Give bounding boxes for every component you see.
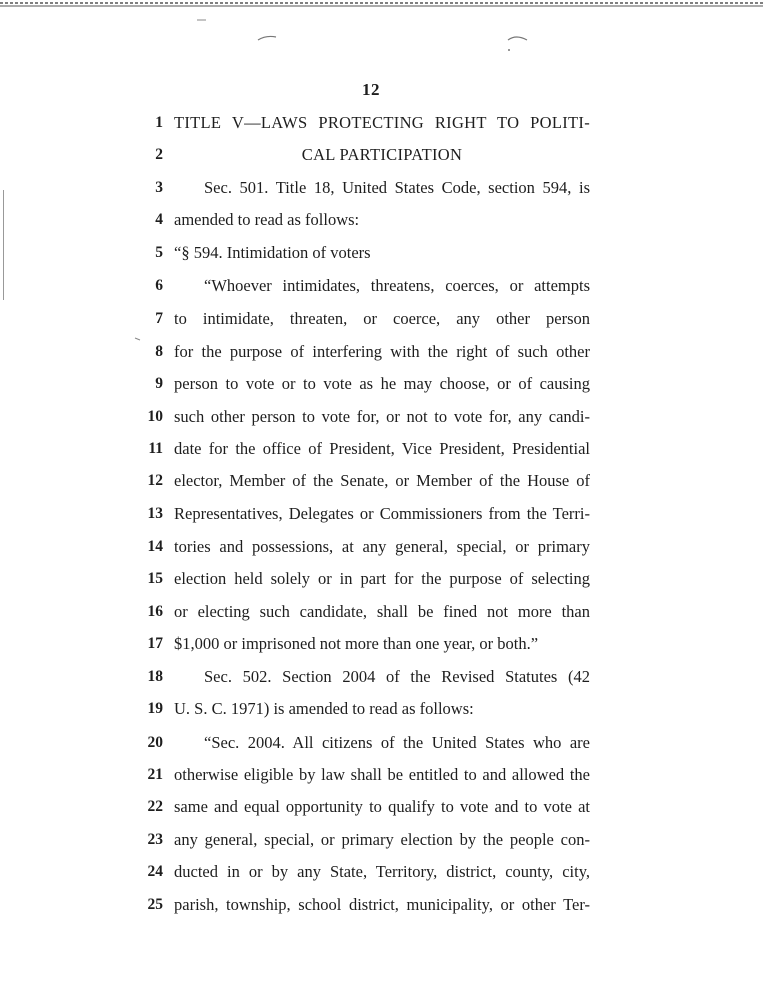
bill-line (0, 469, 763, 493)
bill-line (0, 274, 763, 298)
bill-line (0, 241, 763, 265)
line-text: or electing such candidate, shall be fined not more than (174, 602, 590, 621)
bill-line (0, 111, 763, 135)
bill-line (0, 437, 763, 461)
line-number: 1 (155, 114, 163, 131)
line-text: Sec. 502. Section 2004 of the Revised Statutes (42 (204, 667, 590, 686)
line-text: otherwise eligible by law shall be entitled to and allowed the (174, 765, 590, 784)
line-number: 6 (155, 277, 163, 294)
line-number: 20 (147, 734, 163, 751)
bill-line (0, 665, 763, 689)
bill-line (0, 567, 763, 591)
line-number: 14 (147, 538, 163, 555)
bill-line (0, 600, 763, 624)
line-text: “Sec. 2004. All citizens of the United States who are (204, 733, 590, 752)
line-number: 9 (155, 375, 163, 392)
title-heading-continued: CAL PARTICIPATION (301, 145, 463, 164)
bill-line (0, 340, 763, 364)
line-number: 24 (147, 863, 163, 880)
line-number: 21 (147, 766, 163, 783)
line-text: elector, Member of the Senate, or Member of the House of (174, 471, 590, 490)
bill-line (0, 535, 763, 559)
line-text: tories and possessions, at any general, special, or primary (174, 537, 590, 556)
line-number: 2 (155, 146, 163, 163)
bill-line (0, 893, 763, 917)
line-text: for the purpose of interfering with the right of such other (174, 342, 590, 361)
line-number: 4 (155, 211, 163, 228)
line-text: such other person to vote for, or not to vote for, any candi- (174, 407, 590, 426)
line-number: 5 (155, 244, 163, 261)
line-number: 7 (155, 310, 163, 327)
line-text: U. S. C. 1971) is amended to read as follows: (174, 699, 474, 718)
line-text: $1,000 or imprisoned not more than one year, or both.” (174, 634, 539, 653)
line-number: 18 (147, 668, 163, 685)
bill-line (0, 143, 763, 167)
bill-line (0, 372, 763, 396)
line-text: date for the office of President, Vice President, Presidential (174, 439, 590, 458)
line-number: 8 (155, 343, 163, 360)
line-text: parish, township, school district, municipality, or other Ter- (174, 895, 590, 914)
bill-line (0, 795, 763, 819)
line-number: 12 (147, 472, 163, 489)
line-text: “Whoever intimidates, threatens, coerces, or attempts (204, 276, 590, 295)
line-number: 16 (147, 603, 163, 620)
page-number: 12 (362, 80, 380, 99)
line-number: 10 (147, 408, 163, 425)
title-heading: TITLE V—LAWS PROTECTING RIGHT TO POLITI- (174, 113, 590, 132)
line-number: 23 (147, 831, 163, 848)
section-heading: “§ 594. Intimidation of voters (174, 243, 371, 262)
bill-line (0, 632, 763, 656)
line-text: election held solely or in part for the purpose of selecting (174, 569, 590, 588)
line-number: 22 (147, 798, 163, 815)
line-text: to intimidate, threaten, or coerce, any other person (174, 309, 590, 328)
line-text: Representatives, Delegates or Commissioners from the Terri- (174, 504, 590, 523)
line-text: any general, special, or primary election by the people con- (174, 830, 590, 849)
bill-line (0, 405, 763, 429)
line-text: same and equal opportunity to qualify to vote and to vote at (174, 797, 590, 816)
bill-line (0, 502, 763, 526)
bill-line (0, 307, 763, 331)
line-number: 3 (155, 179, 163, 196)
bill-line (0, 731, 763, 755)
line-number: 17 (147, 635, 163, 652)
line-number: 25 (147, 896, 163, 913)
line-text: Sec. 501. Title 18, United States Code, section 594, is (204, 178, 590, 197)
line-number: 13 (147, 505, 163, 522)
line-text: amended to read as follows: (174, 210, 360, 229)
bill-line (0, 828, 763, 852)
line-number: 15 (147, 570, 163, 587)
line-text: ducted in or by any State, Territory, district, county, city, (174, 862, 590, 881)
bill-line (0, 697, 763, 721)
bill-line (0, 860, 763, 884)
bill-line (0, 176, 763, 200)
line-number: 19 (147, 700, 163, 717)
bill-line (0, 208, 763, 232)
bill-line (0, 763, 763, 787)
line-number: 11 (148, 440, 163, 457)
line-text: person to vote or to vote as he may choose, or of causing (174, 374, 590, 393)
